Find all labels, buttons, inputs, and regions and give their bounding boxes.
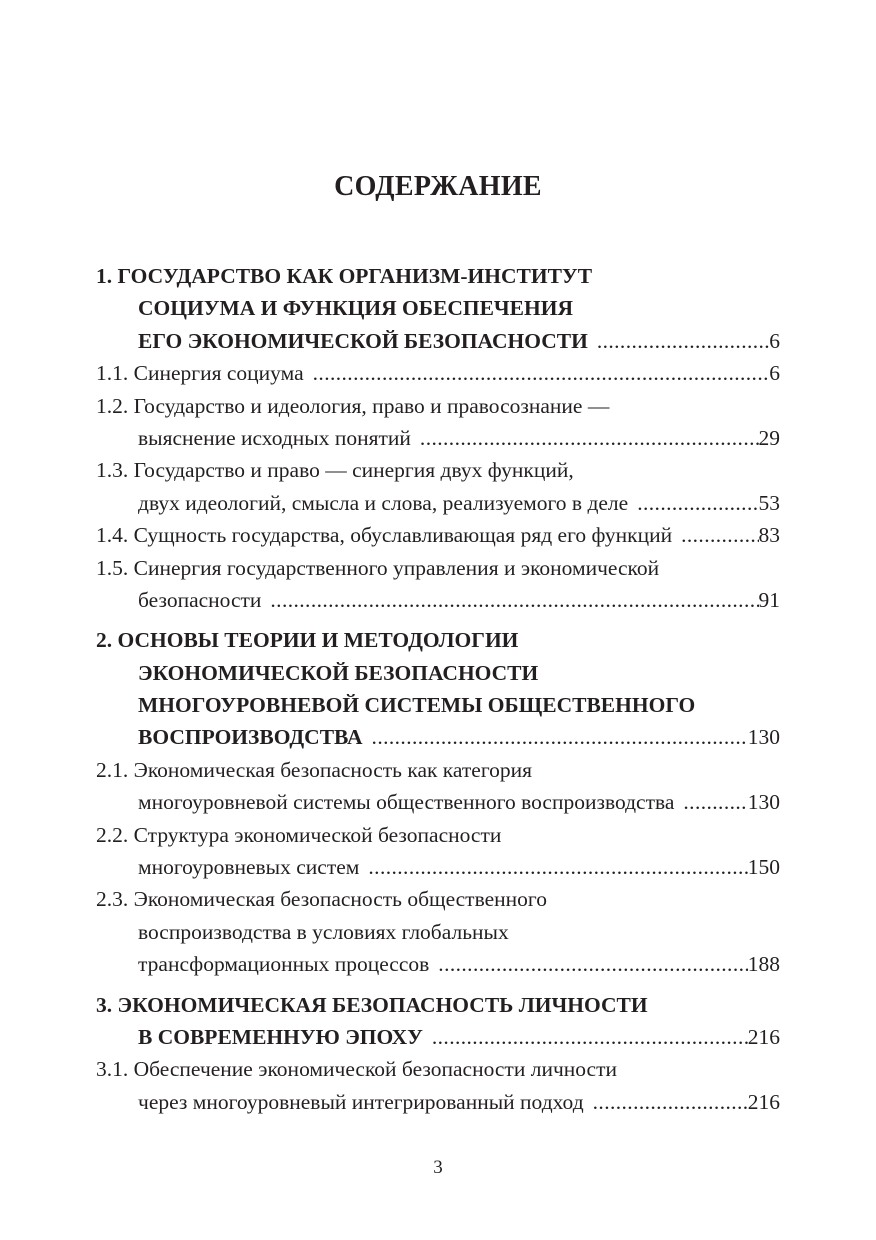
section-title-line: 1.3. Государство и право — синергия двух функций, — [96, 458, 574, 483]
dot-leader — [438, 948, 747, 980]
chapter-title-line — [96, 721, 780, 753]
toc-entry — [96, 1086, 780, 1118]
section-title-text: 1.1. Синергия социума — [96, 361, 304, 386]
page-ref: 216 — [747, 1089, 780, 1114]
section-2-1 — [96, 754, 780, 819]
toc-entry — [96, 422, 780, 454]
dot-leader — [313, 357, 770, 389]
chapter-title-line — [96, 1021, 780, 1053]
dot-leader — [372, 721, 748, 753]
dot-leader — [597, 325, 769, 357]
section-title-text: двух идеологий, смысла и слова, реализуемого в деле — [138, 490, 629, 515]
chapter-title-text: ВОСПРОИЗВОДСТВА — [138, 725, 363, 750]
dot-leader — [681, 519, 758, 551]
chapter-title-line: СОЦИУМА И ФУНКЦИЯ ОБЕСПЕЧЕНИЯ — [138, 296, 573, 321]
page-ref: 91 — [758, 587, 780, 612]
section-title-line: 1.5. Синергия государственного управления и экономической — [96, 555, 660, 580]
page-ref: 6 — [769, 328, 780, 353]
page-ref: 6 — [769, 361, 780, 386]
section-1-2 — [96, 390, 780, 455]
table-of-contents — [96, 260, 780, 1118]
page-ref: 188 — [747, 952, 780, 977]
toc-entry — [96, 786, 780, 818]
chapter-title-line — [96, 325, 780, 357]
section-title-line: воспроизводства в условиях глобальных — [138, 919, 509, 944]
section-title-text: многоуровневой системы общественного воспроизводства — [138, 790, 675, 815]
toc-entry — [96, 519, 780, 551]
page-number: 3 — [433, 1157, 443, 1178]
page-title: СОДЕРЖАНИЕ — [334, 171, 542, 202]
section-3-1 — [96, 1053, 780, 1118]
dot-leader — [593, 1086, 748, 1118]
chapter-1 — [96, 260, 780, 357]
chapter-title-line: ЭКОНОМИЧЕСКОЙ БЕЗОПАСНОСТИ — [138, 660, 539, 685]
chapter-title-text: В СОВРЕМЕННУЮ ЭПОХУ — [138, 1024, 423, 1049]
page-ref: 150 — [747, 855, 780, 880]
section-title-text: через многоуровневый интегрированный подход — [138, 1089, 584, 1114]
chapter-title-line: 3. ЭКОНОМИЧЕСКАЯ БЕЗОПАСНОСТЬ ЛИЧНОСТИ — [96, 992, 648, 1017]
dot-leader — [270, 584, 758, 616]
dot-leader — [432, 1021, 748, 1053]
section-title-text: безопасности — [138, 587, 262, 612]
toc-entry — [96, 948, 780, 980]
section-2-3 — [96, 883, 780, 980]
section-title-line: 3.1. Обеспечение экономической безопасности личности — [96, 1057, 617, 1082]
section-title-text: 1.4. Сущность государства, обуславливающая ряд его функций — [96, 523, 673, 548]
chapter-title-line: 1. ГОСУДАРСТВО КАК ОРГАНИЗМ-ИНСТИТУТ — [96, 264, 593, 288]
toc-entry — [96, 584, 780, 616]
page-ref: 130 — [747, 725, 780, 750]
dot-leader — [637, 487, 758, 519]
page-ref: 216 — [747, 1024, 780, 1049]
toc-entry — [96, 487, 780, 519]
chapter-title-line: МНОГОУРОВНЕВОЙ СИСТЕМЫ ОБЩЕСТВЕННОГО — [138, 693, 696, 718]
section-title-line: 2.3. Экономическая безопасность общественного — [96, 887, 547, 912]
toc-entry — [96, 357, 780, 389]
section-1-4 — [96, 519, 780, 551]
page-ref: 83 — [758, 523, 780, 548]
dot-leader — [683, 786, 747, 818]
dot-leader — [368, 851, 747, 883]
section-title-line: 2.2. Структура экономической безопасности — [96, 822, 502, 847]
section-title-line: 1.2. Государство и идеология, право и правосознание — — [96, 393, 610, 418]
section-title-text: выяснение исходных понятий — [138, 425, 411, 450]
section-title-line: 2.1. Экономическая безопасность как категория — [96, 757, 533, 782]
page-ref: 53 — [758, 490, 780, 515]
toc-entry — [96, 851, 780, 883]
chapter-2 — [96, 624, 780, 754]
section-title-text: трансформационных процессов — [138, 952, 430, 977]
page-ref: 29 — [758, 425, 780, 450]
dot-leader — [420, 422, 759, 454]
section-2-2 — [96, 819, 780, 884]
chapter-title-line: 2. ОСНОВЫ ТЕОРИИ И МЕТОДОЛОГИИ — [96, 628, 519, 653]
section-1-3 — [96, 454, 780, 519]
chapter-title-text: ЕГО ЭКОНОМИЧЕСКОЙ БЕЗОПАСНОСТИ — [138, 328, 588, 353]
chapter-3 — [96, 989, 780, 1054]
section-1-1 — [96, 357, 780, 389]
section-1-5 — [96, 552, 780, 617]
section-title-text: многоуровневых систем — [138, 855, 360, 880]
page-ref: 130 — [747, 790, 780, 815]
